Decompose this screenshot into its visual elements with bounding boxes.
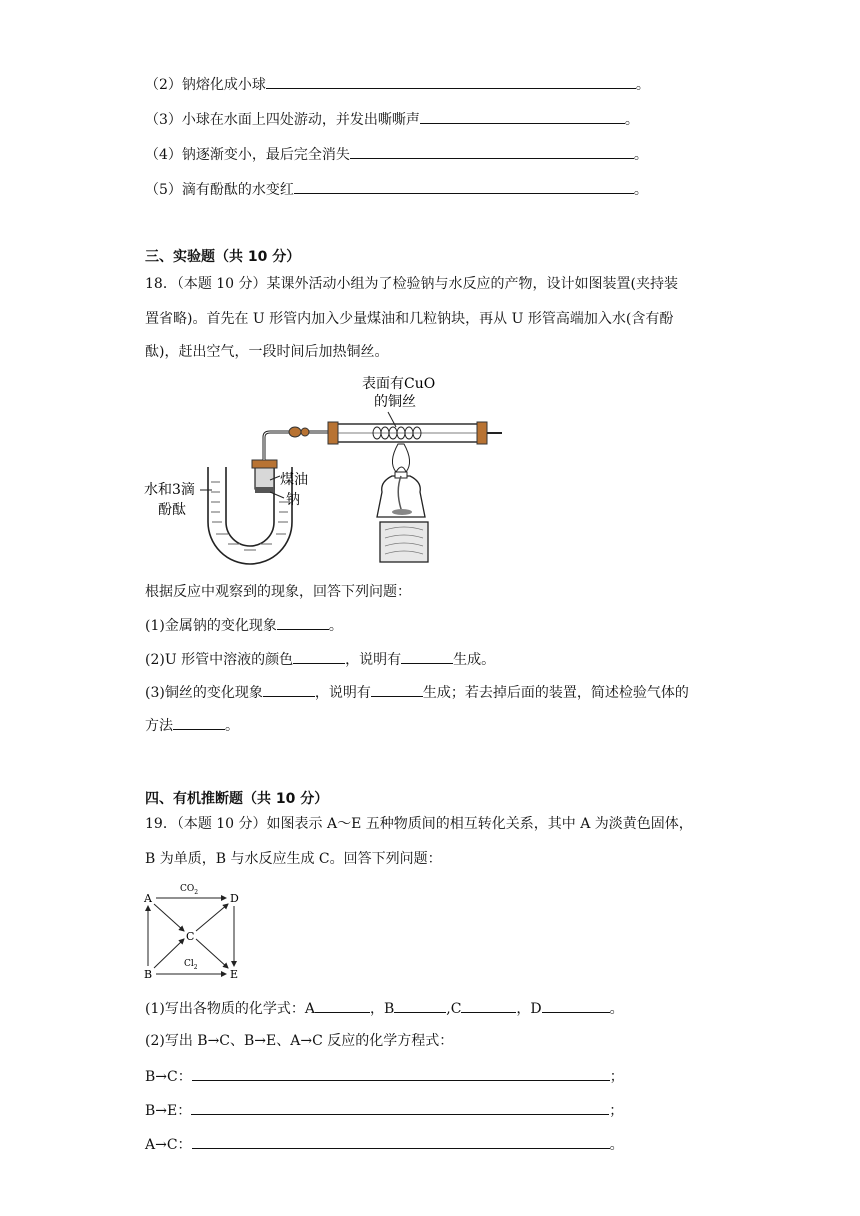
liquid-hatch [211, 482, 288, 550]
item-text: （4）钠逐渐变小，最后完全消失 [145, 147, 350, 163]
text: 生成；若去掉后面的装置，简述检验气体的 [422, 685, 689, 701]
label-water-1: 水和3滴 [144, 482, 195, 498]
answer-blank[interactable] [173, 714, 225, 730]
label-water-2: 酚酞 [158, 502, 186, 518]
q18-prompt: 根据反应中观察到的现象，回答下列问题： [145, 584, 411, 600]
label-kerosene: 煤油 [280, 472, 308, 488]
text: ； [609, 1103, 624, 1119]
node-c: C [186, 930, 195, 943]
text: (1)写出各物质的化学式：A [145, 1001, 315, 1017]
text: 。 [328, 618, 343, 634]
text: 。 [225, 718, 239, 734]
item-end: 。 [633, 147, 648, 163]
q18-sub1 [145, 614, 343, 636]
q19-line-1: 19．（本题 10 分）如图表示 A～E 五种物质间的相互转化关系，其中 A 为淡黄色固体， [145, 816, 693, 832]
label-co2: $CO_2$ [180, 884, 199, 896]
node-d: D [230, 892, 239, 905]
label-cuo-1: 表面有CuO [362, 376, 436, 392]
answer-blank[interactable] [293, 648, 345, 664]
answer-blank[interactable] [350, 143, 634, 159]
q17-item-3 [145, 108, 639, 130]
stopper [252, 460, 277, 468]
text: B→E： [145, 1103, 192, 1119]
answer-blank[interactable] [277, 614, 329, 630]
text: ； [609, 1069, 624, 1085]
label-sodium: 钠 [286, 492, 300, 508]
q17-item-5 [145, 178, 648, 200]
q18-line-2: 置省略)。首先在 U 形管内加入少量煤油和几粒钠块，再从 U 形管高端加入水(含有酚 [145, 311, 674, 327]
item-end: 。 [635, 77, 650, 93]
answer-blank-a[interactable] [315, 997, 370, 1013]
q18-sub2 [145, 648, 495, 670]
text: 。 [609, 1001, 624, 1017]
answer-blank[interactable] [401, 648, 453, 664]
answer-blank-b[interactable] [394, 997, 446, 1013]
q19-sub1 [145, 997, 624, 1019]
eq-b-c [145, 1065, 624, 1087]
arrow-b-c [154, 939, 184, 968]
text: ,C [446, 1001, 462, 1017]
text: (3)铜丝的变化现象 [145, 685, 263, 701]
answer-blank[interactable] [191, 1099, 609, 1115]
answer-blank[interactable] [420, 108, 625, 124]
kerosene-layer [255, 467, 274, 489]
node-a: A [144, 892, 152, 905]
node-b: B [144, 968, 153, 981]
answer-blank[interactable] [266, 73, 636, 89]
label-cuo-2: 的铜丝 [374, 394, 416, 410]
answer-blank[interactable] [192, 1065, 610, 1081]
text: ，说明有 [314, 685, 371, 701]
answer-blank[interactable] [192, 1133, 610, 1149]
answer-blank-c[interactable] [461, 997, 516, 1013]
q19-line-2: B 为单质，B 与水反应生成 C。回答下列问题： [145, 851, 442, 867]
text: ，说明有 [345, 652, 402, 668]
right-cap [477, 422, 487, 444]
q18-sub3-cont [145, 714, 239, 736]
q17-item-2 [145, 73, 650, 95]
left-cap [328, 422, 338, 444]
q18-line-3: 酞)，赶出空气，一段时间后加热铜丝。 [145, 344, 389, 360]
text: ，D [516, 1001, 542, 1017]
arrow-a-c [154, 904, 184, 931]
eq-b-e [145, 1099, 623, 1121]
q19-sub2: (2)写出 B→C、B→E、A→C 反应的化学方程式： [145, 1033, 454, 1049]
answer-blank-d[interactable] [542, 997, 610, 1013]
answer-blank[interactable] [371, 681, 423, 697]
apparatus-figure [140, 372, 510, 567]
answer-blank[interactable] [263, 681, 315, 697]
text: 。 [609, 1137, 624, 1153]
arrow-c-d [196, 904, 228, 931]
item-end: 。 [633, 182, 648, 198]
item-text: （5）滴有酚酞的水变红 [145, 182, 294, 198]
text: A→C： [145, 1137, 192, 1153]
text: 方法 [145, 718, 173, 734]
delivery-tube [264, 432, 335, 460]
flame [392, 444, 409, 472]
valve [289, 427, 301, 437]
answer-blank[interactable] [294, 178, 634, 194]
q18-sub3 [145, 681, 689, 703]
node-e: E [230, 968, 239, 981]
section-heading-organic: 四、有机推断题（共 10 分） [145, 791, 329, 807]
item-text: （3）小球在水面上四处游动，并发出嘶嘶声 [145, 112, 420, 128]
text: B→C： [145, 1069, 192, 1085]
text: (2)U 形管中溶液的颜色 [145, 652, 294, 668]
item-text: （2）钠熔化成小球 [145, 77, 266, 93]
text: 生成。 [453, 652, 496, 668]
text: ，B [369, 1001, 395, 1017]
section-heading-experiment: 三、实验题（共 10 分） [145, 249, 301, 265]
label-cl2: $Cl_2$ [184, 959, 198, 971]
q18-line-1: 18．（本题 10 分）某课外活动小组为了检验钠与水反应的产物，设计如图装置(夹持装 [145, 276, 678, 292]
q17-item-4 [145, 143, 648, 165]
eq-a-c [145, 1133, 624, 1155]
text: (1)金属钠的变化现象 [145, 618, 277, 634]
arrow-c-e [196, 939, 228, 968]
item-end: 。 [624, 112, 639, 128]
wood-block [380, 522, 428, 562]
transformation-diagram [140, 880, 250, 982]
